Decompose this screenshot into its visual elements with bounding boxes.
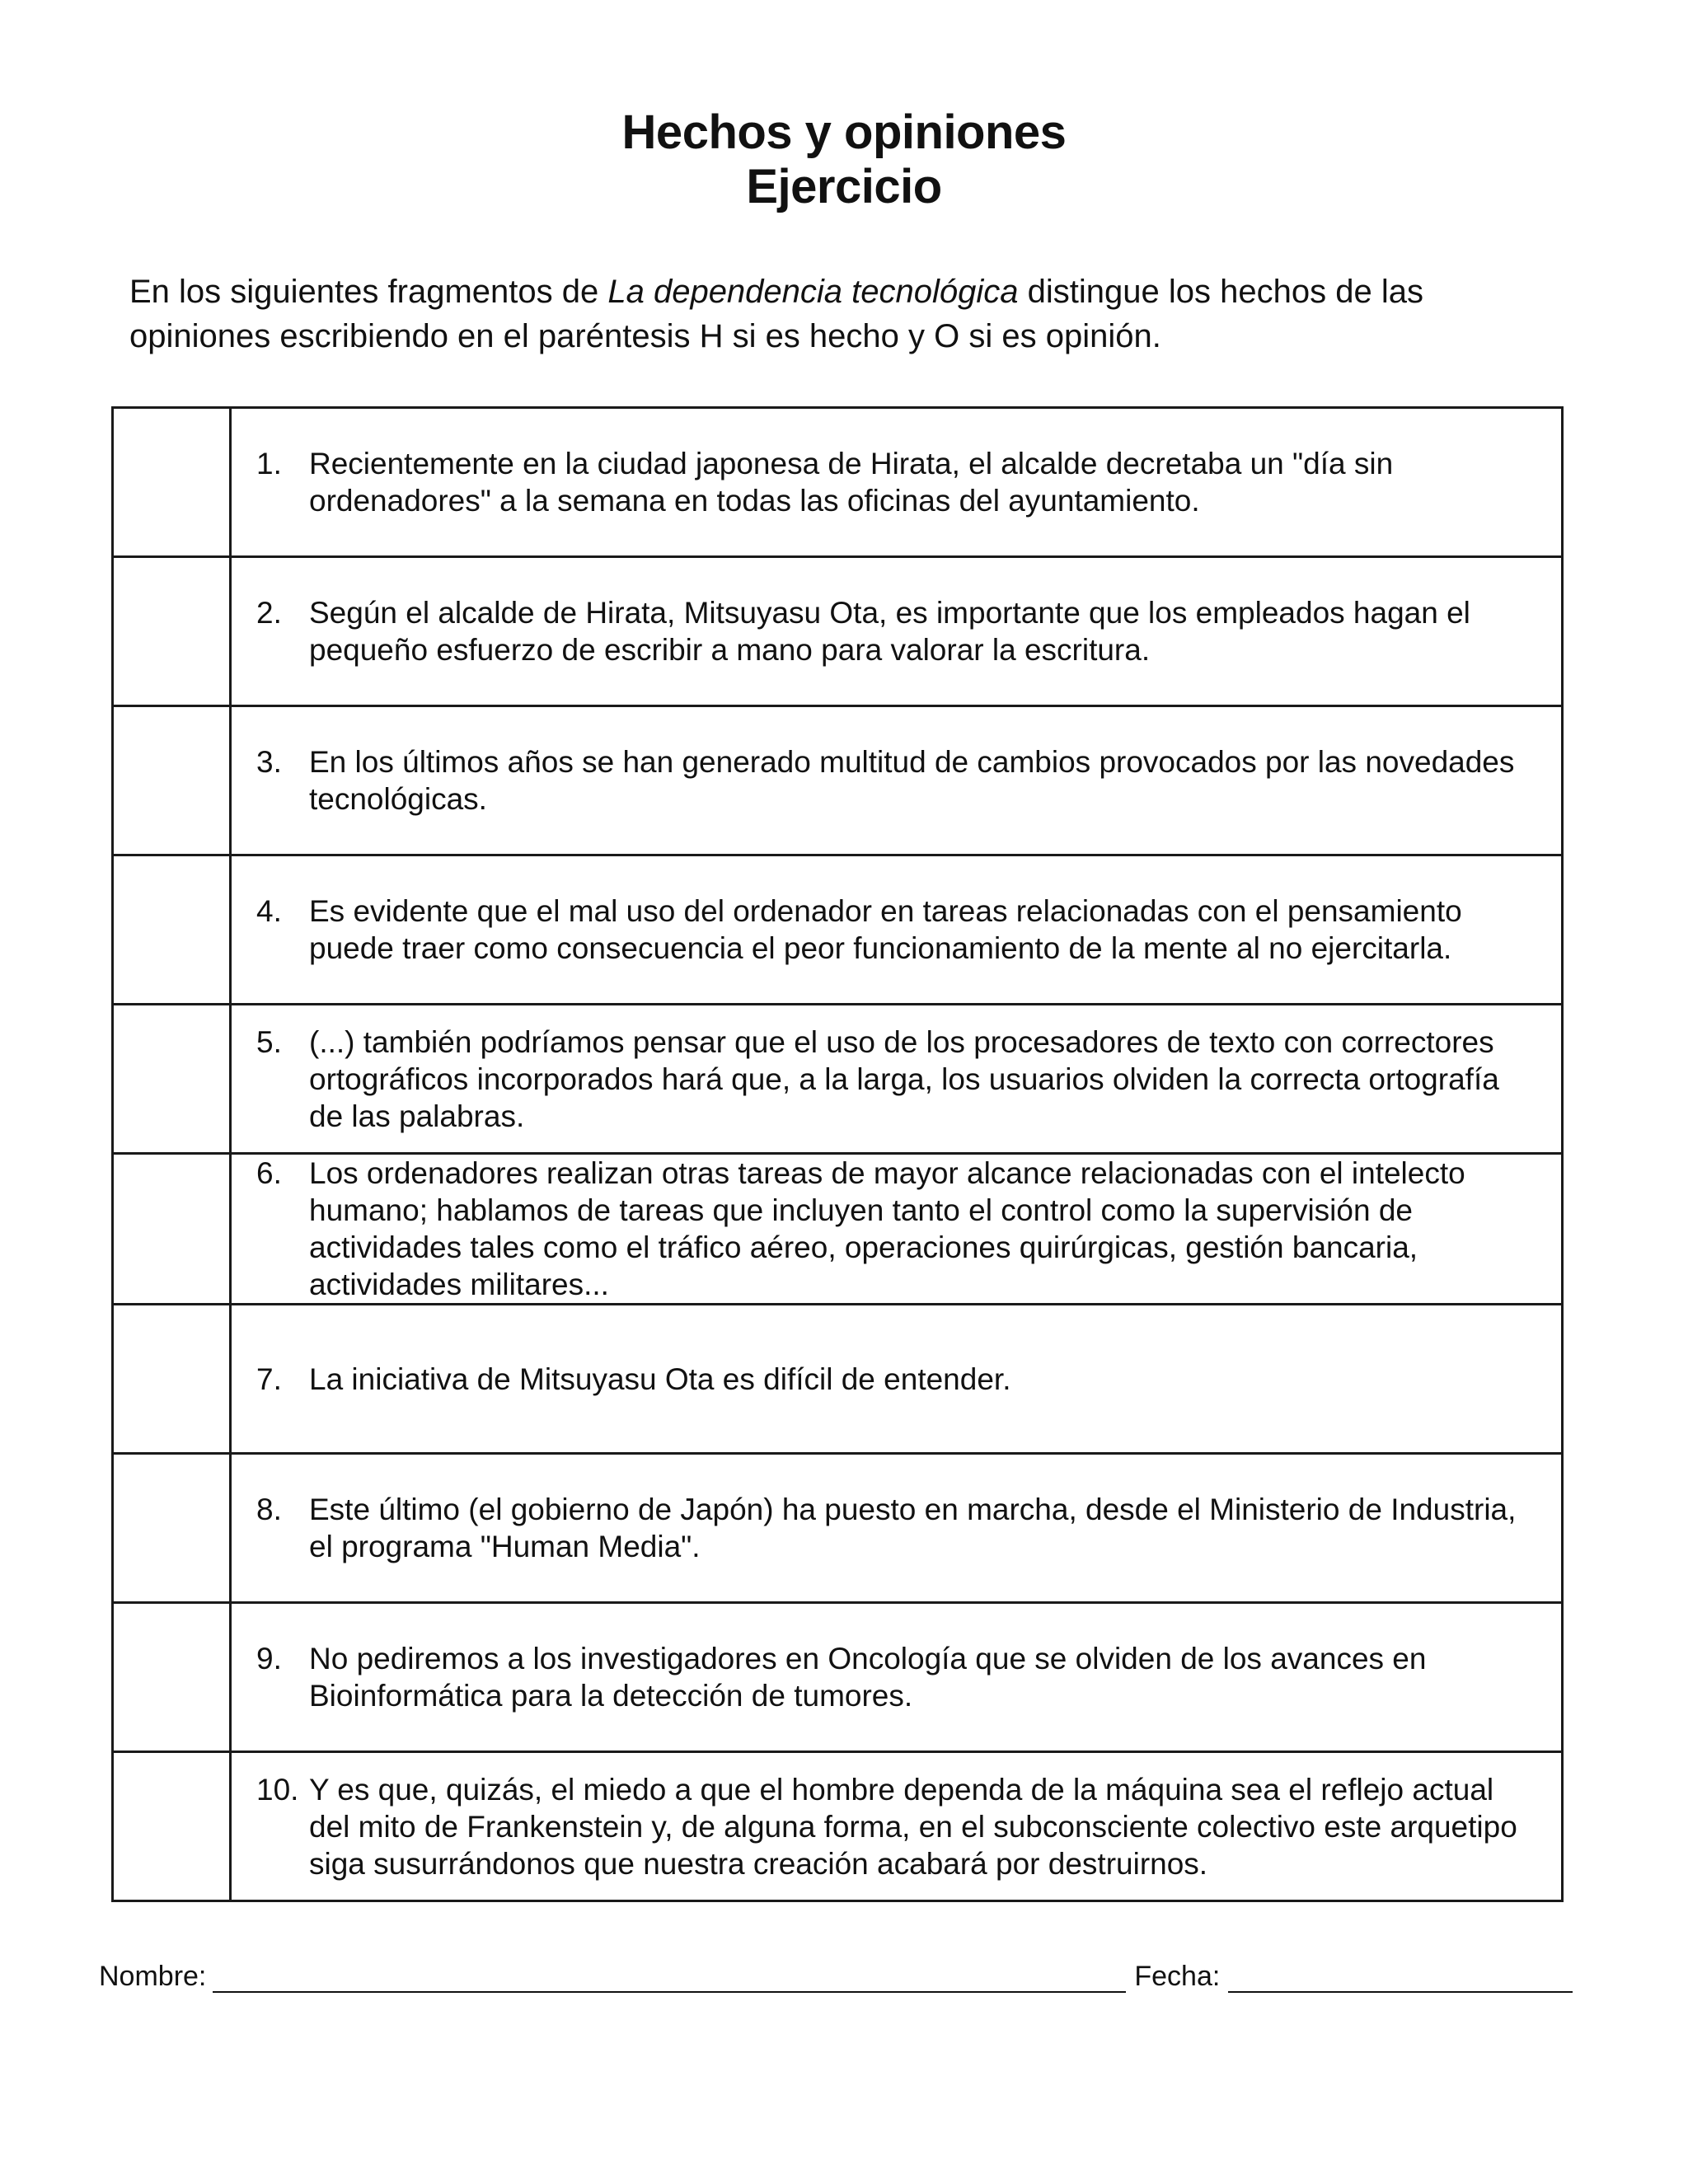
item-text: Según el alcalde de Hirata, Mitsuyasu Ota, es importante que los empleados hagan el pequeño esfuerzo de escribir a mano para valorar la escritura. xyxy=(309,596,1470,667)
table-row xyxy=(113,1305,1563,1454)
table-row xyxy=(113,855,1563,1005)
item-cell xyxy=(231,408,1563,557)
item-number: 10. xyxy=(256,1772,299,1807)
item-cell xyxy=(231,855,1563,1005)
item-number: 7. xyxy=(256,1361,282,1396)
item-text: La iniciativa de Mitsuyasu Ota es difícil de entender. xyxy=(309,1361,1011,1396)
item-text: (...) también podríamos pensar que el uso de los procesadores de texto con correctores ortográficos incorporados hará que, a la larga, los usuarios olviden la correcta ortografía de las palabras. xyxy=(309,1024,1499,1133)
item-cell xyxy=(231,1154,1563,1305)
title-line-1: Hechos y opiniones xyxy=(621,105,1067,159)
item-text: Y es que, quizás, el miedo a que el hombre dependa de la máquina sea el reflejo actual del mito de Frankenstein y, de alguna forma, en el subconsciente colectivo este arquetipo siga susurrándonos que nuestra creación acabará por destruirnos. xyxy=(309,1772,1517,1881)
item-cell xyxy=(231,1305,1563,1454)
item-cell xyxy=(231,1454,1563,1603)
item-text: Recientemente en la ciudad japonesa de Hirata, el alcalde decretaba un "día sin ordenadores" a la semana en todas las oficinas del ayuntamiento. xyxy=(309,447,1394,518)
item-cell xyxy=(231,1603,1563,1752)
name-field[interactable] xyxy=(213,1958,1126,1993)
answer-cell[interactable] xyxy=(113,706,231,855)
answer-cell[interactable] xyxy=(113,1454,231,1603)
table-row xyxy=(113,1603,1563,1752)
item-number: 8. xyxy=(256,1493,282,1526)
item-text: Los ordenadores realizan otras tareas de mayor alcance relacionadas con el intelecto humano; hablamos de tareas que incluyen tanto el control como la supervisión de actividades tales como el tráfico aéreo, operaciones quirúrgicas, gestión bancaria, actividades militares... xyxy=(309,1156,1465,1301)
item-text: En los últimos años se han generado multitud de cambios provocados por las novedades tecnológicas. xyxy=(309,745,1515,816)
item-text: No pediremos a los investigadores en Oncología que se olviden de los avances en Bioinformática para la detección de tumores. xyxy=(309,1642,1427,1713)
item-number: 9. xyxy=(256,1642,282,1675)
date-field[interactable] xyxy=(1228,1958,1573,1993)
item-cell xyxy=(231,706,1563,855)
instructions-text-after: distingue los hechos de las opiniones escribiendo en el paréntesis H si es hecho y O si es opinión. xyxy=(129,274,1423,354)
table-row xyxy=(113,1752,1563,1901)
date-label: Fecha: xyxy=(1134,1961,1221,1992)
table-row xyxy=(113,1154,1563,1305)
worksheet-title xyxy=(0,105,1688,214)
item-number: 2. xyxy=(256,596,282,630)
instructions-text-before: En los siguientes fragmentos de xyxy=(129,274,608,310)
answer-cell[interactable] xyxy=(113,1305,231,1454)
item-cell xyxy=(231,1005,1563,1154)
item-number: 3. xyxy=(256,745,282,779)
answer-cell[interactable] xyxy=(113,1154,231,1305)
answer-cell[interactable] xyxy=(113,408,231,557)
footer xyxy=(99,1958,1574,1993)
item-cell xyxy=(231,1752,1563,1901)
item-cell xyxy=(231,557,1563,706)
item-number: 6. xyxy=(256,1156,282,1190)
answer-cell[interactable] xyxy=(113,1603,231,1752)
answer-cell[interactable] xyxy=(113,1752,231,1901)
answer-cell[interactable] xyxy=(113,855,231,1005)
table-row xyxy=(113,1005,1563,1154)
instructions xyxy=(129,269,1481,359)
answer-cell[interactable] xyxy=(113,557,231,706)
table-row xyxy=(113,706,1563,855)
exercise-table xyxy=(111,406,1564,1902)
book-title: La dependencia tecnológica xyxy=(607,274,1019,310)
item-number: 5. xyxy=(256,1024,282,1059)
answer-cell[interactable] xyxy=(113,1005,231,1154)
item-number: 4. xyxy=(256,894,282,928)
table-row xyxy=(113,408,1563,557)
item-text: Es evidente que el mal uso del ordenador en tareas relacionadas con el pensamiento puede traer como consecuencia el peor funcionamiento de la mente al no ejercitarla. xyxy=(309,894,1462,965)
table-row xyxy=(113,1454,1563,1603)
item-text: Este último (el gobierno de Japón) ha puesto en marcha, desde el Ministerio de Industria, el programa "Human Media". xyxy=(309,1493,1517,1563)
table-row xyxy=(113,557,1563,706)
item-number: 1. xyxy=(256,447,282,480)
title-line-2: Ejercicio xyxy=(746,160,942,213)
name-label: Nombre: xyxy=(99,1961,207,1992)
